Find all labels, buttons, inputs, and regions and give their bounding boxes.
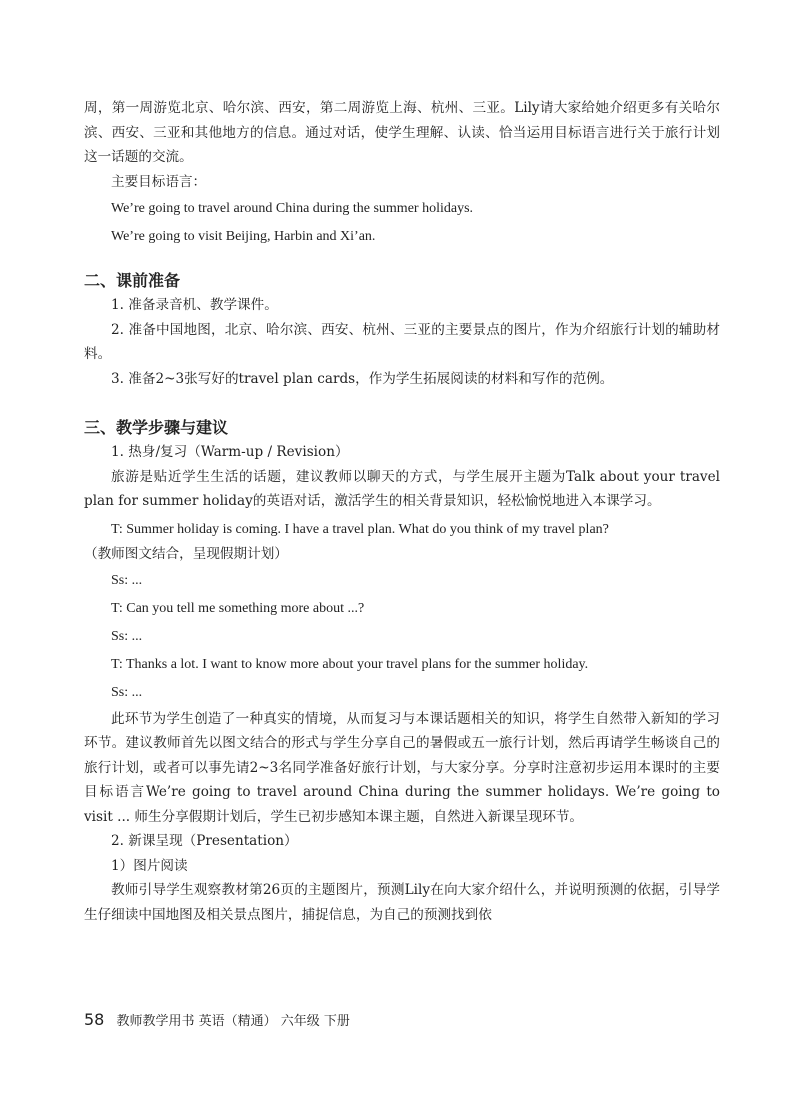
prep-item-3: 3. 准备2~3张写好的travel plan cards，作为学生拓展阅读的材料和写作的范例。 bbox=[111, 370, 614, 387]
dialogue-note: （教师图文结合，呈现假期计划） bbox=[84, 546, 288, 562]
dialogue-line-4: Ss: ... bbox=[111, 628, 143, 644]
prep-item-1: 1. 准备录音机、教学课件。 bbox=[111, 297, 278, 313]
prep-item-2: 2. 准备中国地图，北京、哈尔滨、西安、杭州、三亚的主要景点的图片，作为介绍旅行计划的辅助材料。 bbox=[84, 321, 720, 362]
subsection-picture-reading-title: 1）图片阅读 bbox=[111, 857, 188, 874]
book-title: 教师教学用书 英语（精通） 六年级 下册 bbox=[116, 1014, 350, 1029]
activity-explanation-paragraph: 此环节为学生创造了一种真实的情境，从而复习与本课话题相关的知识，将学生自然带入新知的学习环节。建议教师首先以图文结合的形式与学生分享自己的暑假或五一旅行计划，然后再请学生畅谈自己的旅行计划，或者可以事先请2~3名同学准备好旅行计划，与大家分享。分享时注意初步运用本课时的主要目标语言We’re going to travel around China during the summer holidays. We’re going to visit ... 师生分享假期计划后，学生已初步感知本课主题，自然进入新课呈现环节。 bbox=[84, 710, 720, 825]
target-language-label: 主要目标语言： bbox=[111, 173, 207, 190]
page-number: 58 bbox=[84, 1010, 105, 1029]
subsection-presentation-title: 2. 新课呈现（Presentation） bbox=[111, 833, 298, 849]
picture-reading-paragraph: 教师引导学生观察教材第26页的主题图片，预测Lily在向大家介绍什么，并说明预测的依据，引导学生仔细读中国地图及相关景点图片，捕捉信息，为自己的预测找到依 bbox=[84, 882, 720, 923]
subsection-warmup-title: 1. 热身/复习（Warm-up / Revision） bbox=[111, 444, 349, 460]
page-content bbox=[84, 96, 720, 927]
section-2-heading: 二、课前准备 bbox=[84, 271, 181, 290]
dialogue-line-6: Ss: ... bbox=[111, 684, 143, 700]
dialogue-line-2: Ss: ... bbox=[111, 572, 143, 588]
target-sentence-1: We’re going to travel around China during the summer holidays. bbox=[111, 201, 474, 216]
dialogue-line-5: T: Thanks a lot. I want to know more about your travel plans for the summer holiday. bbox=[111, 656, 589, 672]
page-footer bbox=[84, 1010, 350, 1029]
dialogue-line-3: T: Can you tell me something more about ...? bbox=[111, 600, 365, 616]
warmup-paragraph: 旅游是贴近学生生活的话题，建议教师以聊天的方式，与学生展开主题为Talk about your travel plan for summer holiday的英语对话，激活学生的相关背景知识，轻松愉悦地进入本课学习。 bbox=[84, 468, 720, 509]
intro-paragraph: 周，第一周游览北京、哈尔滨、西安，第二周游览上海、杭州、三亚。Lily请大家给她介绍更多有关哈尔滨、西安、三亚和其他地方的信息。通过对话，使学生理解、认读、恰当运用目标语言进行关于旅行计划这一话题的交流。 bbox=[84, 100, 720, 165]
dialogue-line-1: T: Summer holiday is coming. I have a travel plan. What do you think of my travel plan? bbox=[111, 521, 609, 537]
section-3-heading: 三、教学步骤与建议 bbox=[84, 418, 229, 437]
target-sentence-2: We’re going to visit Beijing, Harbin and Xi’an. bbox=[111, 228, 376, 244]
